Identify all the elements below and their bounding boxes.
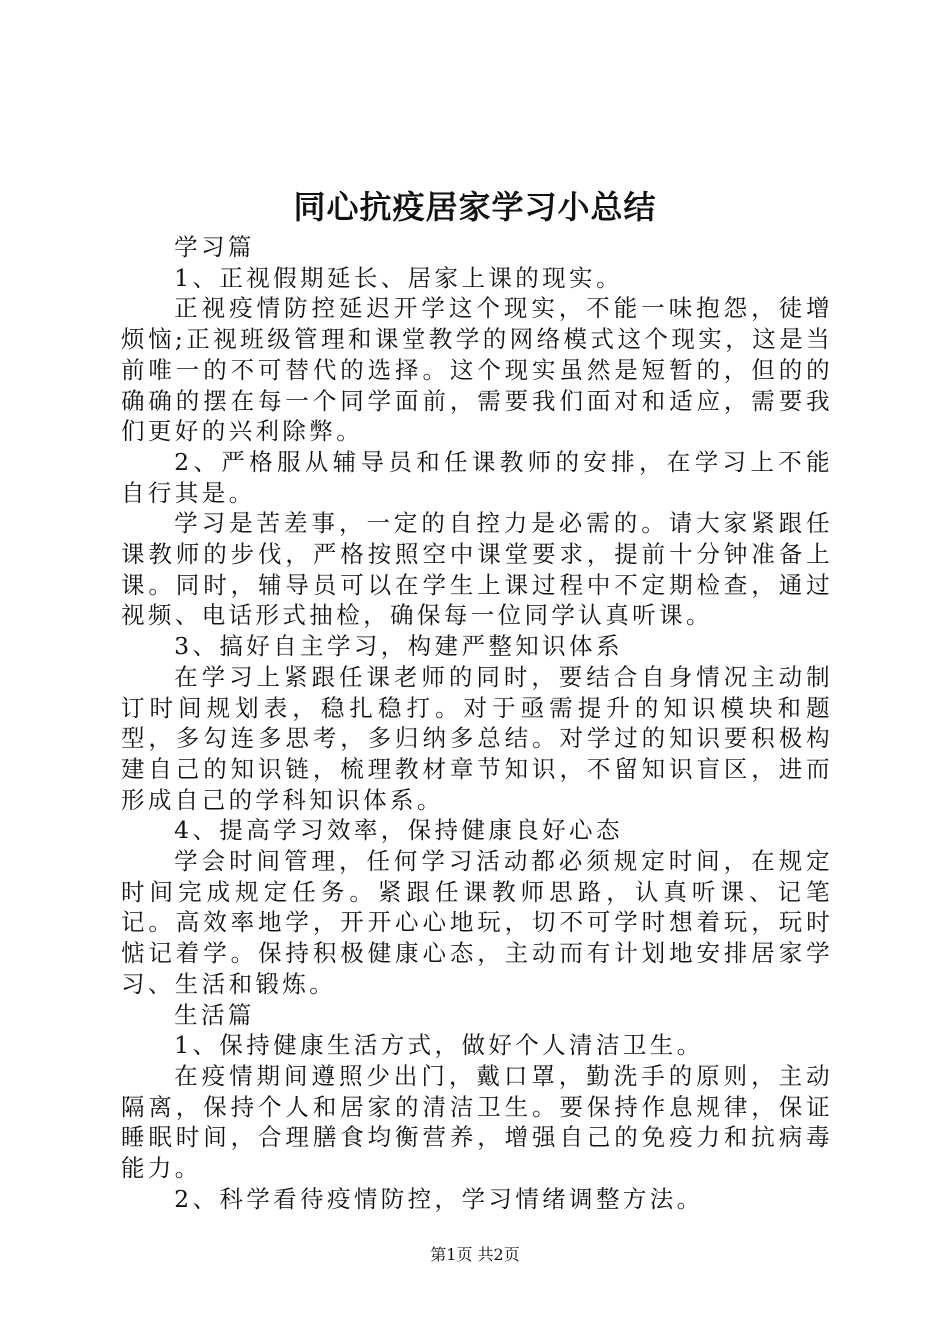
paragraph: 3、搞好自主学习，构建严整知识体系 <box>174 632 623 661</box>
document-title: 同心抗疫居家学习小总结 <box>293 188 657 226</box>
paragraph: 在学习上紧跟任课老师的同时，要结合自身情况主动制订时间规划表，稳扎稳打。对于亟需提升的知识模块和题型，多勾连多思考，多归纳多总结。对学过的知识要积极构建自己的知识链，梳理教材章节知识，不留知识盲区，进而形成自己的学科知识体系。 <box>121 662 833 814</box>
paragraph: 学会时间管理，任何学习活动都必须规定时间，在规定时间完成规定任务。紧跟任课教师思路，认真听课、记笔记。高效率地学，开开心心地玩，切不可学时想着玩，玩时惦记着学。保持积极健康心态，主动而有计划地安排居家学习、生活和锻炼。 <box>121 847 833 998</box>
section-heading-life: 生活篇 <box>174 1000 255 1029</box>
paragraph: 学习是苦差事，一定的自控力是必需的。请大家紧跟任课教师的步伐，严格按照空中课堂要求，提前十分钟准备上课。同时，辅导员可以在学生上课过程中不定期检查，通过视频、电话形式抽检，确保每一位同学认真听课。 <box>121 509 833 630</box>
paragraph: 4、提高学习效率，保持健康良好心态 <box>174 816 623 845</box>
page-footer: 第1页 共2页 <box>430 1245 520 1264</box>
paragraph: 在疫情期间遵照少出门，戴口罩，勤洗手的原则，主动隔离，保持个人和居家的清洁卫生。要保持作息规律，保证睡眠时间，合理膳食均衡营养，增强自己的免疫力和抗病毒能力。 <box>121 1061 833 1183</box>
document-body <box>121 232 833 1215</box>
section-heading-study: 学习篇 <box>174 233 255 261</box>
paragraph: 2、科学看待疫情防控，学习情绪调整方法。 <box>174 1184 704 1213</box>
paragraph: 2、严格服从辅导员和任课教师的安排，在学习上不能自行其是。 <box>121 447 833 507</box>
paragraph: 1、保持健康生活方式，做好个人清洁卫生。 <box>174 1031 704 1060</box>
paragraph: 正视疫情防控延迟开学这个现实，不能一味抱怨，徒增烦恼;正视班级管理和课堂教学的网络模式这个现实，这是当前唯一的不可替代的选择。这个现实虽然是短暂的，但的的确确的摆在每一个同学面前，需要我们面对和适应，需要我们更好的兴利除弊。 <box>121 294 833 446</box>
paragraph: 1、正视假期延长、居家上课的现实。 <box>174 263 623 292</box>
